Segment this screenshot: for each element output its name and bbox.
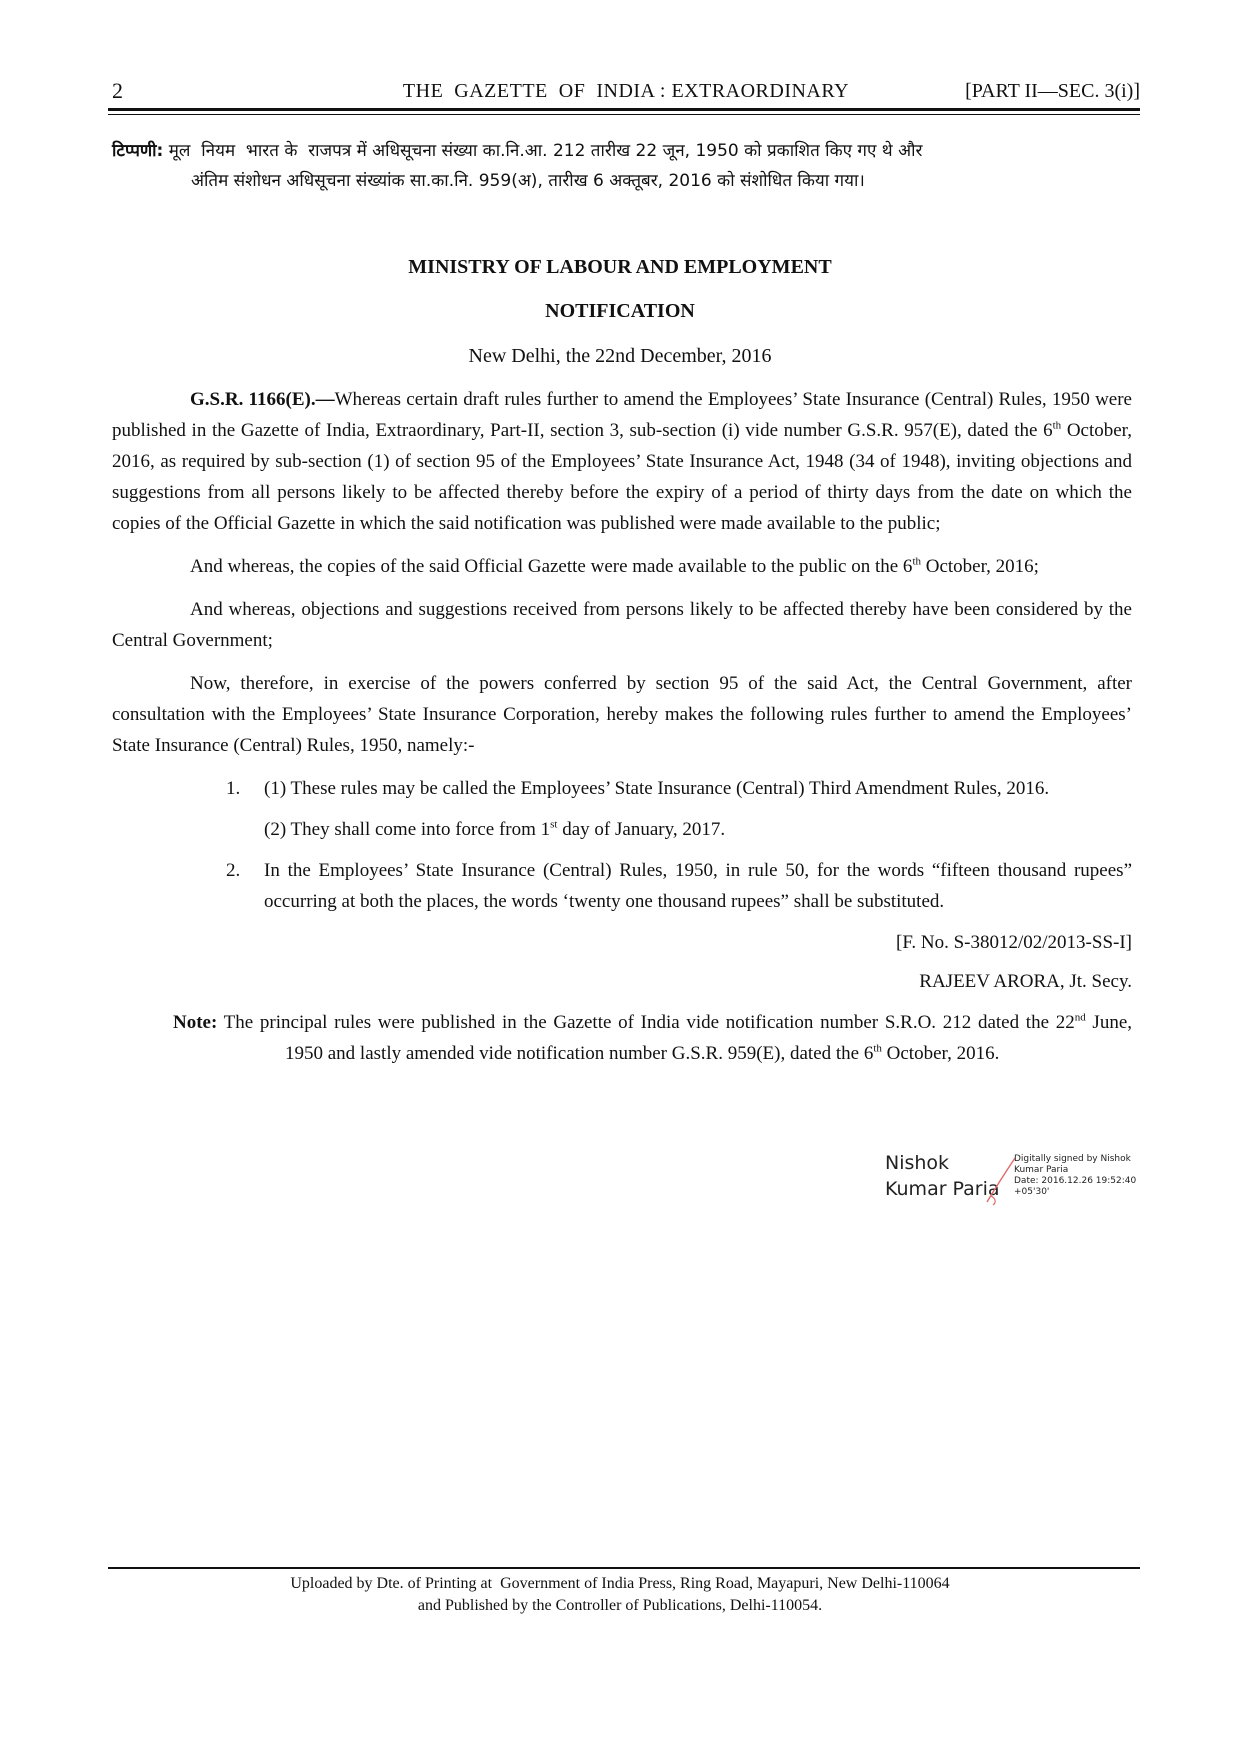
running-header (112, 78, 1140, 106)
note-label: Note: (173, 1012, 218, 1033)
rule-1-text: (1) These rules may be called the Employees’ State Insurance (Central) Third Amendment Rules, 2016. (264, 778, 1050, 799)
rule-2 (112, 855, 1132, 917)
signer-name-line-1: Nishok (885, 1152, 950, 1174)
digital-signature (885, 1150, 1145, 1210)
hindi-note (112, 136, 1142, 196)
rule-1-sub-text-b: day of January, 2017. (557, 819, 726, 840)
paragraph-whereas-1 (112, 551, 1132, 582)
para2-sup: th (912, 555, 921, 568)
signer-name-line-2: Kumar Paria (885, 1178, 1000, 1200)
hindi-note-label: टिप्पणी: (112, 141, 164, 161)
rule-2-number: 2. (226, 860, 241, 881)
header-rule-thick (108, 108, 1140, 111)
para1-sup: th (1052, 419, 1062, 432)
para2-text-a: And whereas, the copies of the said Official Gazette were made available to the public on the 6 (190, 556, 913, 577)
rules-list (112, 773, 1132, 917)
signature-meta-line-2: Kumar Paria (1014, 1165, 1069, 1175)
signature-meta-line-3: Date: 2016.12.26 19:52:40 (1014, 1176, 1137, 1186)
rule-1-sub-text-a: (2) They shall come into force from 1 (264, 819, 551, 840)
note-text-c: October, 2016. (881, 1043, 1000, 1064)
notification-body (112, 384, 1132, 1069)
footer-rule (108, 1567, 1140, 1569)
ministry-heading: MINISTRY OF LABOUR AND EMPLOYMENT (408, 256, 832, 278)
footer-line-1: Uploaded by Dte. of Printing at Government of India Press, Ring Road, Mayapuri, New Delhi-110064 (290, 1575, 950, 1592)
notification-heading: NOTIFICATION (545, 300, 695, 322)
page-number: 2 (112, 78, 123, 103)
para1-text-a: Whereas certain draft rules further to amend the Employees’ State Insurance (Central) Rules, 1950 were published in the Gazette of India, Extraordinary, Part-II, section 3, sub-section (i) vide number G.S.R. 957(E), dated the 6 (112, 389, 1132, 441)
signature-meta-line-1: Digitally signed by Nishok (1014, 1154, 1131, 1164)
rule-1-subrule-2 (112, 814, 1132, 845)
note-sup-1: nd (1074, 1011, 1086, 1024)
header-rule-thin (108, 114, 1140, 115)
rule-2-text: In the Employees’ State Insurance (Central) Rules, 1950, in rule 50, for the words “fifteen thousand rupees” occurring at both the places, the words ‘twenty one thousand rupees” shall be substituted. (264, 860, 1132, 912)
paragraph-preamble (112, 384, 1132, 539)
publication-footer (0, 1573, 1240, 1617)
note-sup-2: th (873, 1042, 882, 1055)
hindi-note-line-1 (112, 136, 1142, 166)
gsr-reference: G.S.R. 1166(E).— (190, 389, 335, 410)
para2-text-b: October, 2016; (921, 556, 1039, 577)
rule-1-sub-sup: st (550, 818, 558, 831)
gazette-title: THE GAZETTE OF INDIA : EXTRAORDINARY (402, 80, 850, 102)
rule-1-number: 1. (226, 778, 241, 799)
paragraph-now-therefore: Now, therefore, in exercise of the powers conferred by section 95 of the said Act, the Central Government, after consultation with the Employees’ State Insurance Corporation, hereby makes the following rules further to amend the Employees’ State Insurance (Central) Rules, 1950, namely:- (112, 673, 1132, 756)
signature-meta-line-4: +05'30' (1014, 1187, 1050, 1197)
part-section: [PART II—SEC. 3(i)] (965, 80, 1140, 102)
signatory: RAJEEV ARORA, Jt. Secy. (919, 971, 1132, 992)
paragraph-whereas-2: And whereas, objections and suggestions received from persons likely to be affected thereby have been considered by the Central Government; (112, 599, 1132, 651)
dateline: New Delhi, the 22nd December, 2016 (468, 345, 772, 367)
footer-line-2: and Published by the Controller of Publications, Delhi-110054. (417, 1597, 823, 1614)
file-number: [F. No. S-38012/02/2013-SS-I] (896, 932, 1132, 953)
note-text-a: The principal rules were published in the Gazette of India vide notification number S.R.O. 212 dated the 22 (217, 1012, 1075, 1033)
hindi-note-line-2: अंतिम संशोधन अधिसूचना संख्यांक सा.का.नि. 959(अ), तारीख 6 अक्तूबर, 2016 को संशोधित किया गया। (191, 171, 865, 191)
hindi-note-text-1: मूल नियम भारत के राजपत्र में अधिसूचना संख्या का.नि.आ. 212 तारीख 22 जून, 1950 को प्रकाशित किए गए थे और (168, 141, 923, 161)
para1-text-b: October, 2016, as required by sub-section (1) of section 95 of the Employees’ State Insurance Act, 1948 (34 of 1948), inviting objections and suggestions from all persons likely to be affected thereby before the expiry of a period of thirty days from the date on which the copies of the Official Gazette in which the said notification was published were made available to the public; (112, 420, 1132, 534)
rule-1 (112, 773, 1132, 804)
signature-metadata (1014, 1154, 1144, 1198)
note-paragraph (112, 1007, 1132, 1069)
note-text-b: June, 1950 and lastly amended vide notification number G.S.R. 959(E), dated the 6 (285, 1012, 1133, 1064)
